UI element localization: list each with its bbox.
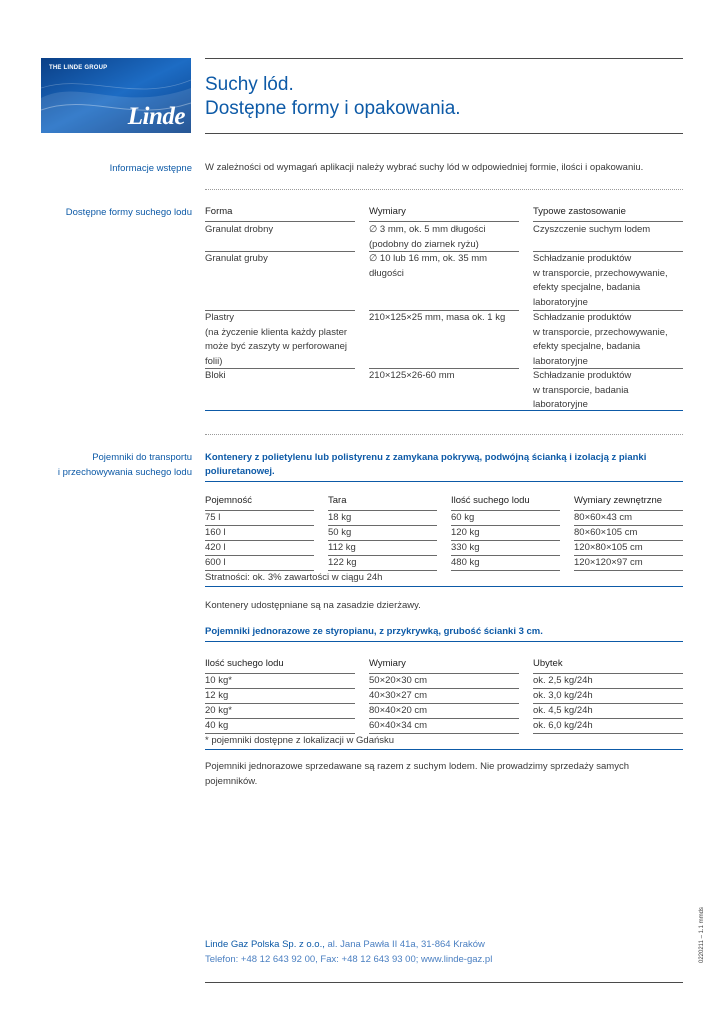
- forms-header-use: Typowe zastosowanie: [533, 206, 626, 217]
- table-cell: 420 l: [205, 542, 226, 553]
- table-cell: 480 kg: [451, 557, 480, 568]
- table-cell: 18 kg: [328, 512, 352, 523]
- containers-heading-2: poliuretanowej.: [205, 466, 275, 477]
- cell-line: może być zaszyty w perforowanej: [205, 341, 348, 352]
- table-cell: [533, 252, 683, 310]
- table-header: Wymiary: [369, 658, 406, 669]
- cell-line: (na życzenie klienta każdy plaster: [205, 326, 348, 338]
- table-cell: 75 l: [205, 512, 221, 523]
- containers-heading-rule: [205, 481, 683, 482]
- table-cell: 112 kg: [328, 542, 356, 553]
- page-title-line2: Dostępne formy i opakowania.: [205, 98, 461, 119]
- table-cell: 40 kg: [205, 720, 229, 731]
- footer-contact: Telefon: +48 12 643 92 00, Fax: +48 12 643 93 00; www.linde-gaz.pl: [205, 954, 493, 965]
- table-cell: 120 kg: [451, 527, 480, 538]
- footer-rule: [205, 982, 683, 983]
- table-cell: 80×60×105 cm: [574, 527, 638, 538]
- table-bottom-rule: [205, 749, 683, 750]
- page-title-line1: Suchy lód.: [205, 74, 294, 95]
- table-cell: 120×80×105 cm: [574, 542, 643, 553]
- containers-note: Kontenery udostępniane są na zasadzie dzierżawy.: [205, 600, 421, 611]
- table-cell: [369, 311, 519, 326]
- table-cell: [205, 252, 355, 267]
- table-cell: [533, 223, 683, 238]
- table-rule: [533, 221, 683, 222]
- title-rule: [205, 133, 683, 134]
- cell-line: ∅ 3 mm, ok. 5 mm długości: [369, 224, 486, 235]
- table-cell: 120×120×97 cm: [574, 557, 643, 568]
- table-note: Stratności: ok. 3% zawartości w ciągu 24h: [205, 572, 383, 583]
- cell-line: w transporcie, przechowywanie,: [533, 326, 668, 338]
- table-cell: 122 kg: [328, 557, 357, 568]
- table-rule: [451, 570, 560, 571]
- footer-street: al. Jana Pawła II 41a, 31-864 Kraków: [324, 939, 485, 950]
- disposable-note-line: pojemników.: [205, 775, 258, 787]
- disposable-heading: Pojemniki jednorazowe ze styropianu, z przykrywką, grubość ścianki 3 cm.: [205, 626, 543, 637]
- table-bottom-rule: [205, 586, 683, 587]
- table-rule: [205, 510, 314, 511]
- containers-label-2: i przechowywania suchego lodu: [57, 467, 192, 478]
- footer-company: Linde Gaz Polska Sp. z o.o.,: [205, 939, 325, 950]
- table-cell: ok. 4,5 kg/24h: [533, 705, 593, 716]
- table-header: Pojemność: [205, 495, 252, 506]
- cell-line: Schładzanie produktów: [533, 312, 632, 323]
- table-header: Ilość suchego lodu: [451, 495, 530, 506]
- table-cell: 80×60×43 cm: [574, 512, 633, 523]
- table-cell: 50 kg: [328, 527, 352, 538]
- table-cell: 50×20×30 cm: [369, 675, 428, 686]
- table-cell: [369, 223, 519, 252]
- table-rule: [369, 221, 519, 222]
- dotted-divider: [205, 434, 683, 435]
- cell-line: laboratoryjne: [533, 399, 588, 410]
- cell-line: (podobny do ziarnek ryżu): [369, 238, 479, 250]
- table-note: * pojemniki dostępne z lokalizacji w Gdańsku: [205, 735, 395, 746]
- table-rule: [533, 733, 683, 734]
- containers-label-1: Pojemniki do transportu: [92, 452, 192, 463]
- table-cell: [369, 252, 519, 281]
- table-cell: 40×30×27 cm: [369, 690, 428, 701]
- linde-brand: Linde: [127, 103, 185, 130]
- cell-line: 210×125×26-60 mm: [369, 370, 455, 381]
- disposable-note-line: Pojemniki jednorazowe sprzedawane są razem z suchym lodem. Nie prowadzimy sprzedaży samych: [205, 761, 629, 772]
- disposable-heading-rule: [205, 641, 683, 642]
- table-header: Ubytek: [533, 658, 563, 669]
- cell-line: laboratoryjne: [533, 355, 588, 367]
- table-cell: [533, 369, 683, 413]
- cell-line: Granulat drobny: [205, 224, 274, 235]
- table-cell: 330 kg: [451, 542, 480, 553]
- linde-group-label: THE LINDE GROUP: [49, 65, 108, 71]
- cell-line: ∅ 10 lub 16 mm, ok. 35 mm: [369, 253, 488, 264]
- containers-heading-1: Kontenery z polietylenu lub polistyrenu z zamykana pokrywą, podwójną ścianką i izolacją z pianki: [205, 452, 647, 463]
- cell-line: w transporcie, badania: [533, 384, 629, 396]
- intro-label: Informacje wstępne: [109, 163, 192, 174]
- table-cell: 80×40×20 cm: [369, 705, 428, 716]
- table-cell: [205, 311, 355, 369]
- forms-header-form: Forma: [205, 206, 233, 217]
- table-cell: [369, 369, 519, 384]
- cell-line: efekty specjalne, badania: [533, 341, 641, 352]
- table-header: Ilość suchego lodu: [205, 658, 284, 669]
- cell-line: Czyszczenie suchym lodem: [533, 224, 651, 235]
- cell-line: długości: [369, 267, 404, 279]
- cell-line: Granulat gruby: [205, 253, 268, 264]
- cell-line: Schładzanie produktów: [533, 253, 632, 264]
- table-cell: 10 kg*: [205, 675, 232, 686]
- cell-line: Bloki: [205, 370, 226, 381]
- table-header: Wymiary zewnętrzne: [574, 495, 663, 506]
- cell-line: laboratoryjne: [533, 296, 588, 308]
- table-cell: 600 l: [205, 557, 226, 568]
- table-cell: ok. 2,5 kg/24h: [533, 675, 593, 686]
- table-cell: ok. 6,0 kg/24h: [533, 720, 593, 731]
- top-rule: [205, 58, 683, 59]
- table-cell: 12 kg: [205, 690, 229, 701]
- table-cell: 20 kg*: [205, 705, 232, 716]
- forms-header-dims: Wymiary: [369, 206, 406, 217]
- cell-line: folii): [205, 355, 223, 367]
- table-cell: [205, 369, 355, 384]
- intro-text: W zależności od wymagań aplikacji należy wybrać suchy lód w odpowiedniej formie, ilości i opakowaniu.: [205, 162, 644, 173]
- forms-label: Dostępne formy suchego lodu: [65, 207, 192, 218]
- cell-line: Schładzanie produktów: [533, 370, 632, 381]
- table-cell: [533, 311, 683, 369]
- footer-address: [205, 937, 485, 952]
- cell-line: efekty specjalne, badania: [533, 282, 641, 293]
- cell-line: 210×125×25 mm, masa ok. 1 kg: [369, 312, 506, 323]
- cell-line: w transporcie, przechowywanie,: [533, 267, 668, 279]
- document-code: 0220211 – 1.1 mmds: [699, 907, 705, 963]
- table-rule: [574, 570, 683, 571]
- linde-logo: [41, 58, 191, 133]
- table-cell: 60 kg: [451, 512, 475, 523]
- table-cell: 160 l: [205, 527, 226, 538]
- table-header: Tara: [328, 495, 347, 506]
- table-cell: ok. 3,0 kg/24h: [533, 690, 593, 701]
- dotted-divider: [205, 189, 683, 190]
- table-cell: 60×40×34 cm: [369, 720, 428, 731]
- cell-line: Plastry: [205, 312, 235, 323]
- table-rule: [205, 221, 355, 222]
- forms-bottom-rule: [205, 410, 683, 411]
- table-cell: [205, 223, 355, 238]
